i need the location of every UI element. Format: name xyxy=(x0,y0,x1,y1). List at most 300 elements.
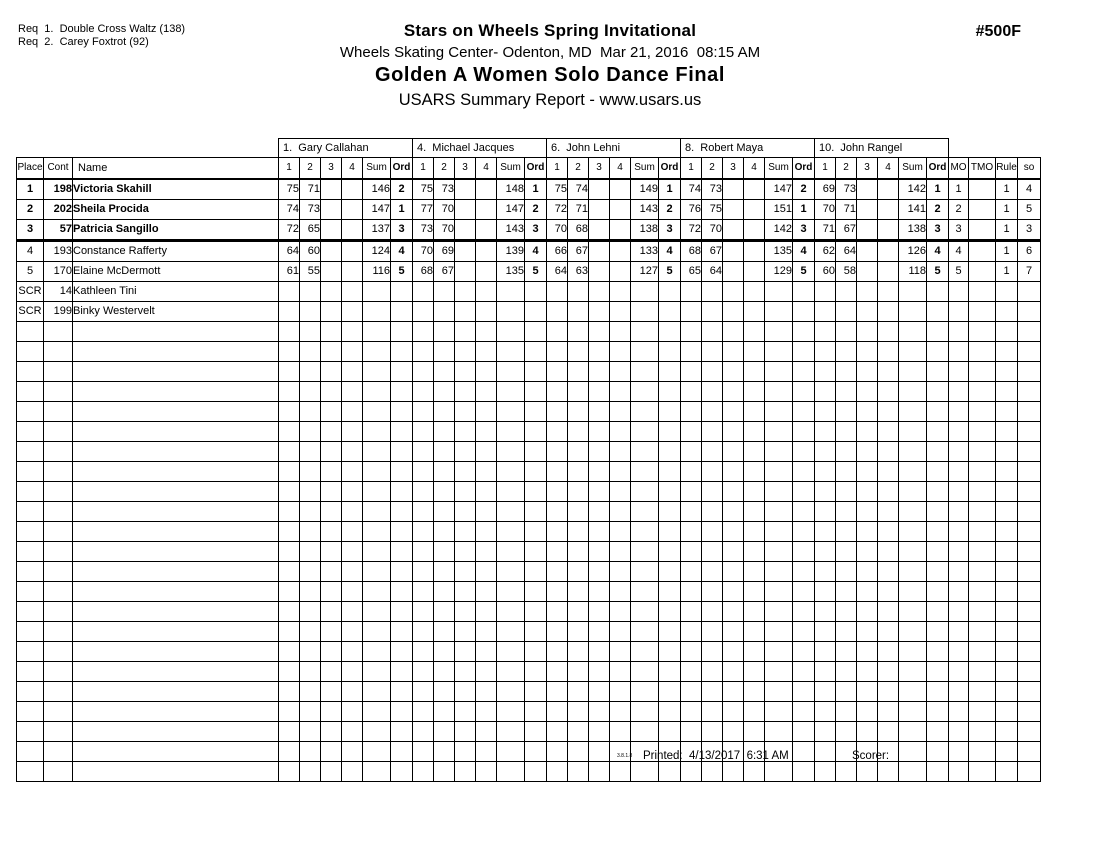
score-cell xyxy=(455,342,476,362)
score-cell xyxy=(610,382,631,402)
sum-cell xyxy=(899,602,927,622)
score-cell xyxy=(702,522,723,542)
ord-cell xyxy=(391,562,413,582)
sum-header: Sum xyxy=(631,158,659,180)
sum-cell: 147 xyxy=(765,179,793,200)
page-footer xyxy=(0,750,1100,764)
score-cell: 76 xyxy=(681,200,702,220)
ord-cell xyxy=(525,602,547,622)
score-cell xyxy=(342,220,363,241)
tmo-cell xyxy=(969,582,996,602)
mo-cell xyxy=(949,482,969,502)
name-cell xyxy=(73,442,279,462)
score-cell xyxy=(857,382,878,402)
score-cell xyxy=(547,702,568,722)
score-cell xyxy=(744,482,765,502)
sum-cell xyxy=(899,662,927,682)
software-version: 3.8.1.8 xyxy=(617,753,633,759)
score-cell xyxy=(815,502,836,522)
score-cell xyxy=(342,262,363,282)
score-cell xyxy=(723,220,744,241)
score-cell xyxy=(702,502,723,522)
sum-cell xyxy=(765,442,793,462)
score-cell xyxy=(413,482,434,502)
score-cell xyxy=(744,462,765,482)
score-cell xyxy=(279,582,300,602)
place-cell xyxy=(17,502,44,522)
ord-cell xyxy=(927,762,949,782)
score-cell xyxy=(434,642,455,662)
empty-row xyxy=(17,462,1041,482)
score-cell xyxy=(836,342,857,362)
ord-cell xyxy=(793,622,815,642)
sum-cell xyxy=(497,762,525,782)
score-cell xyxy=(279,562,300,582)
score-cell xyxy=(681,342,702,362)
ord-cell xyxy=(391,582,413,602)
score-cell xyxy=(610,762,631,782)
score-cell xyxy=(857,200,878,220)
score-cell xyxy=(279,382,300,402)
score-cell xyxy=(279,602,300,622)
sum-cell xyxy=(631,502,659,522)
score-cell xyxy=(681,462,702,482)
score-cell xyxy=(476,702,497,722)
sum-cell xyxy=(765,462,793,482)
sum-cell xyxy=(497,442,525,462)
score-cell xyxy=(455,642,476,662)
ord-cell xyxy=(391,622,413,642)
place-cell xyxy=(17,362,44,382)
score-cell xyxy=(568,662,589,682)
score-cell xyxy=(878,502,899,522)
sum-cell: 143 xyxy=(497,220,525,241)
score-cell xyxy=(836,602,857,622)
score-cell xyxy=(413,642,434,662)
place-cell xyxy=(17,722,44,742)
sum-cell xyxy=(363,582,391,602)
score-cell xyxy=(589,220,610,241)
score-cell xyxy=(878,462,899,482)
score-cell xyxy=(568,422,589,442)
score-cell xyxy=(568,722,589,742)
score-cell xyxy=(342,342,363,362)
score-cell xyxy=(744,762,765,782)
score-cell xyxy=(455,522,476,542)
score-cell xyxy=(878,662,899,682)
score-cell xyxy=(342,179,363,200)
place-cell xyxy=(17,702,44,722)
tmo-cell xyxy=(969,220,996,241)
score-cell xyxy=(723,362,744,382)
score-cell xyxy=(857,662,878,682)
ord-cell xyxy=(659,342,681,362)
score-cell xyxy=(413,422,434,442)
score-cell xyxy=(878,322,899,342)
sum-cell xyxy=(765,322,793,342)
score-cell xyxy=(857,582,878,602)
score-cell xyxy=(476,262,497,282)
score-cell xyxy=(589,241,610,262)
rule-header: Rule xyxy=(996,158,1018,180)
ord-cell xyxy=(391,482,413,502)
score-cell xyxy=(455,602,476,622)
ord-header: Ord xyxy=(793,158,815,180)
ord-cell xyxy=(659,322,681,342)
score-cell xyxy=(434,482,455,502)
ord-cell xyxy=(793,522,815,542)
sum-cell xyxy=(363,642,391,662)
cont-cell xyxy=(44,582,73,602)
score-cell xyxy=(321,220,342,241)
score-cell xyxy=(434,582,455,602)
place-cell xyxy=(17,562,44,582)
tmo-cell xyxy=(969,462,996,482)
score-cell xyxy=(300,462,321,482)
score-cell: 67 xyxy=(836,220,857,241)
ord-cell: 2 xyxy=(391,179,413,200)
judge-header-1: 1. Gary Callahan xyxy=(279,139,413,158)
tmo-cell xyxy=(969,662,996,682)
name-cell xyxy=(73,542,279,562)
sum-cell xyxy=(899,642,927,662)
score-cell xyxy=(589,622,610,642)
ord-cell xyxy=(793,402,815,422)
ord-cell xyxy=(525,622,547,642)
name-header: Name xyxy=(73,158,279,180)
so-cell xyxy=(1018,462,1041,482)
tmo-cell xyxy=(969,282,996,302)
score-cell xyxy=(434,362,455,382)
score-cell xyxy=(279,502,300,522)
empty-row xyxy=(17,482,1041,502)
score-cell xyxy=(321,322,342,342)
ord-cell xyxy=(927,602,949,622)
cont-cell xyxy=(44,602,73,622)
name-cell: Victoria Skahill xyxy=(73,179,279,200)
score-cell xyxy=(610,562,631,582)
score-cell xyxy=(342,322,363,342)
score-cell xyxy=(589,662,610,682)
score-cell xyxy=(589,542,610,562)
sum-cell: 118 xyxy=(899,262,927,282)
score-cell xyxy=(815,582,836,602)
sum-cell xyxy=(631,582,659,602)
score-cell: 68 xyxy=(413,262,434,282)
mo-cell: 2 xyxy=(949,200,969,220)
ord-cell xyxy=(659,502,681,522)
score-cell xyxy=(610,462,631,482)
sum-cell xyxy=(765,762,793,782)
sum-cell xyxy=(899,682,927,702)
score-cell xyxy=(413,322,434,342)
sum-cell: 138 xyxy=(899,220,927,241)
score-cell xyxy=(744,241,765,262)
sum-cell xyxy=(631,382,659,402)
judge-header-4: 8. Robert Maya xyxy=(681,139,815,158)
ord-cell xyxy=(793,542,815,562)
sum-cell xyxy=(631,282,659,302)
score-cell xyxy=(744,522,765,542)
sum-cell xyxy=(899,382,927,402)
score-cell xyxy=(300,502,321,522)
score-cell xyxy=(723,562,744,582)
score-cell xyxy=(455,722,476,742)
score-cell xyxy=(342,200,363,220)
score-cell xyxy=(836,662,857,682)
score-cell: 74 xyxy=(568,179,589,200)
ord-cell xyxy=(659,402,681,422)
score-cell xyxy=(547,522,568,542)
score-cell xyxy=(342,542,363,562)
score-col-header: 4 xyxy=(744,158,765,180)
score-cell: 73 xyxy=(434,179,455,200)
score-cell xyxy=(878,442,899,462)
score-cell xyxy=(589,422,610,442)
mo-cell xyxy=(949,722,969,742)
score-cell xyxy=(476,622,497,642)
score-cell xyxy=(681,662,702,682)
score-cell xyxy=(610,200,631,220)
score-cell xyxy=(878,342,899,362)
ord-cell xyxy=(793,442,815,462)
score-cell xyxy=(279,462,300,482)
score-cell: 62 xyxy=(815,241,836,262)
rule-cell xyxy=(996,462,1018,482)
score-cell xyxy=(547,482,568,502)
score-cell xyxy=(300,282,321,302)
sum-cell: 137 xyxy=(363,220,391,241)
mo-cell: 3 xyxy=(949,220,969,241)
rule-cell xyxy=(996,542,1018,562)
sum-cell xyxy=(899,722,927,742)
score-cell xyxy=(279,402,300,422)
ord-cell xyxy=(927,402,949,422)
ord-cell xyxy=(793,722,815,742)
score-cell xyxy=(434,322,455,342)
tmo-cell xyxy=(969,179,996,200)
score-cell xyxy=(878,582,899,602)
score-cell xyxy=(857,542,878,562)
ord-cell xyxy=(525,402,547,422)
rule-cell: 1 xyxy=(996,241,1018,262)
score-cell xyxy=(279,422,300,442)
score-cell xyxy=(723,622,744,642)
sum-cell xyxy=(631,302,659,322)
score-cell xyxy=(413,602,434,622)
tmo-cell xyxy=(969,642,996,662)
sum-cell xyxy=(899,482,927,502)
score-cell: 64 xyxy=(836,241,857,262)
cont-cell: 193 xyxy=(44,241,73,262)
score-cell xyxy=(815,642,836,662)
score-cell xyxy=(455,682,476,702)
ord-cell xyxy=(659,562,681,582)
sum-cell xyxy=(765,522,793,542)
score-cell xyxy=(321,522,342,542)
score-cell xyxy=(878,702,899,722)
score-cell: 68 xyxy=(681,241,702,262)
score-cell xyxy=(857,322,878,342)
sum-cell xyxy=(363,462,391,482)
score-cell xyxy=(610,422,631,442)
ord-cell xyxy=(391,522,413,542)
score-cell xyxy=(681,762,702,782)
ord-cell: 4 xyxy=(927,241,949,262)
ord-cell xyxy=(391,602,413,622)
score-cell xyxy=(723,342,744,362)
score-cell xyxy=(836,302,857,322)
score-cell xyxy=(300,682,321,702)
score-cell xyxy=(681,442,702,462)
score-cell xyxy=(476,200,497,220)
score-cell xyxy=(342,562,363,582)
score-cell xyxy=(815,622,836,642)
ord-cell xyxy=(793,382,815,402)
score-cell xyxy=(878,382,899,402)
score-col-header: 1 xyxy=(547,158,568,180)
so-cell: 3 xyxy=(1018,220,1041,241)
score-cell xyxy=(342,522,363,542)
score-cell: 73 xyxy=(413,220,434,241)
score-cell xyxy=(300,582,321,602)
score-cell xyxy=(342,602,363,622)
sum-cell xyxy=(497,482,525,502)
score-cell xyxy=(744,179,765,200)
score-cell xyxy=(610,302,631,322)
so-cell xyxy=(1018,582,1041,602)
score-cell xyxy=(455,302,476,322)
sum-cell xyxy=(631,542,659,562)
sum-cell: 151 xyxy=(765,200,793,220)
ord-cell xyxy=(927,462,949,482)
tmo-header: TMO xyxy=(969,158,996,180)
name-cell xyxy=(73,422,279,442)
cont-cell xyxy=(44,762,73,782)
sum-cell xyxy=(765,562,793,582)
score-cell xyxy=(279,342,300,362)
score-cell xyxy=(836,282,857,302)
score-col-header: 4 xyxy=(610,158,631,180)
name-cell xyxy=(73,622,279,642)
mo-cell xyxy=(949,322,969,342)
name-cell xyxy=(73,462,279,482)
sum-cell xyxy=(363,542,391,562)
name-cell xyxy=(73,362,279,382)
score-cell xyxy=(413,402,434,422)
score-cell xyxy=(547,382,568,402)
ord-cell: 5 xyxy=(525,262,547,282)
sum-cell xyxy=(631,442,659,462)
score-cell xyxy=(300,322,321,342)
score-cell xyxy=(681,682,702,702)
sum-cell xyxy=(363,402,391,422)
rule-cell xyxy=(996,582,1018,602)
score-col-header: 3 xyxy=(857,158,878,180)
score-cell xyxy=(434,342,455,362)
score-cell xyxy=(836,502,857,522)
score-cell: 72 xyxy=(681,220,702,241)
score-cell xyxy=(300,342,321,362)
score-cell xyxy=(476,220,497,241)
sum-cell xyxy=(899,402,927,422)
so-cell xyxy=(1018,382,1041,402)
score-cell xyxy=(702,342,723,362)
score-cell: 75 xyxy=(279,179,300,200)
score-cell xyxy=(455,542,476,562)
score-cell xyxy=(723,402,744,422)
score-cell xyxy=(455,220,476,241)
score-cell xyxy=(610,542,631,562)
sum-cell xyxy=(363,682,391,702)
cont-cell: 14 xyxy=(44,282,73,302)
score-cell xyxy=(321,442,342,462)
score-cell xyxy=(857,642,878,662)
mo-cell xyxy=(949,542,969,562)
score-cell xyxy=(815,462,836,482)
score-cell xyxy=(568,502,589,522)
score-cell xyxy=(568,622,589,642)
score-cell xyxy=(681,302,702,322)
score-cell: 71 xyxy=(815,220,836,241)
ord-cell: 3 xyxy=(525,220,547,241)
score-col-header: 2 xyxy=(568,158,589,180)
ord-cell xyxy=(927,342,949,362)
score-cell xyxy=(300,622,321,642)
score-cell xyxy=(547,422,568,442)
score-cell xyxy=(321,462,342,482)
score-cell xyxy=(857,462,878,482)
score-cell xyxy=(815,522,836,542)
score-cell xyxy=(815,402,836,422)
so-cell xyxy=(1018,502,1041,522)
ord-cell xyxy=(793,642,815,662)
ord-cell: 2 xyxy=(793,179,815,200)
score-cell xyxy=(568,382,589,402)
ord-cell xyxy=(793,462,815,482)
tmo-cell xyxy=(969,542,996,562)
band-spacer-left xyxy=(17,139,279,158)
score-cell xyxy=(744,402,765,422)
score-cell xyxy=(815,282,836,302)
score-cell xyxy=(857,722,878,742)
score-cell: 64 xyxy=(547,262,568,282)
ord-cell: 1 xyxy=(927,179,949,200)
sum-cell xyxy=(631,622,659,642)
score-cell xyxy=(455,179,476,200)
score-cell xyxy=(836,702,857,722)
empty-row xyxy=(17,502,1041,522)
score-cell xyxy=(589,362,610,382)
score-cell xyxy=(836,382,857,402)
sum-cell xyxy=(631,422,659,442)
score-cell xyxy=(547,502,568,522)
score-cell xyxy=(300,702,321,722)
name-cell xyxy=(73,482,279,502)
score-cell xyxy=(413,502,434,522)
ord-cell xyxy=(391,702,413,722)
sum-cell xyxy=(765,702,793,722)
score-cell: 70 xyxy=(413,241,434,262)
score-cell xyxy=(342,482,363,502)
score-cell xyxy=(342,422,363,442)
score-cell xyxy=(836,722,857,742)
mo-cell xyxy=(949,402,969,422)
tmo-cell xyxy=(969,722,996,742)
ord-cell xyxy=(391,402,413,422)
score-cell xyxy=(434,402,455,422)
score-cell xyxy=(744,722,765,742)
